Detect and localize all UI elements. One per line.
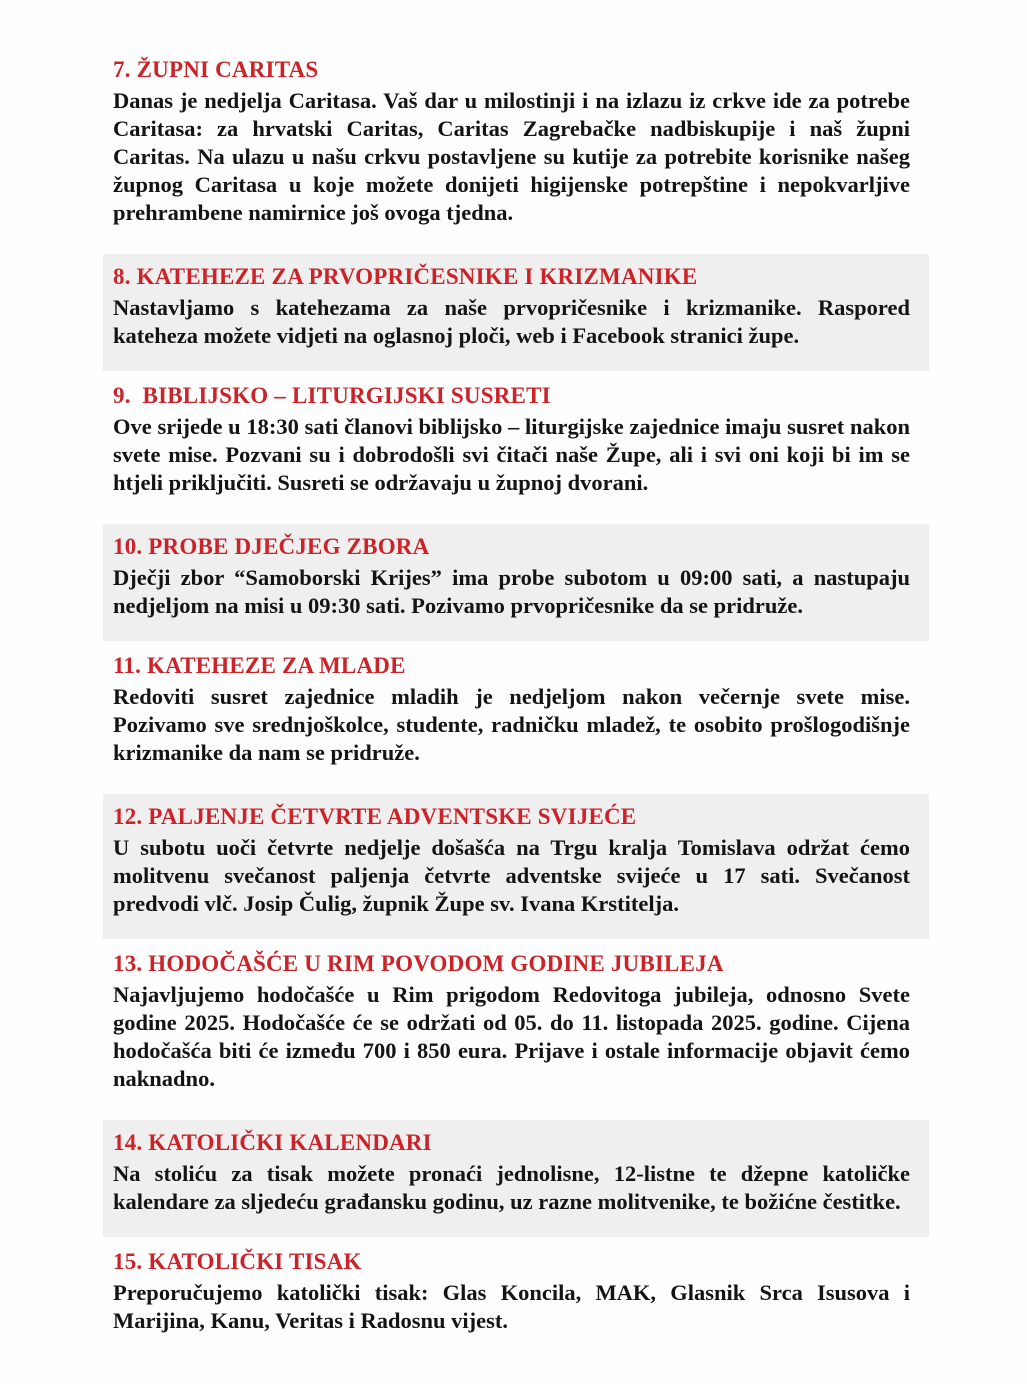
section-hodocasce-u-rim [113, 950, 910, 1093]
section-heading: 11. KATEHEZE ZA MLADE [113, 653, 406, 678]
section-probe-djecjeg-zbora [103, 524, 929, 641]
section-zupni-caritas [113, 56, 910, 227]
section-kateheze-za-mlade [113, 652, 910, 767]
section-body: Danas je nedjelja Caritasa. Vaš dar u milostinji i na izlazu iz crkve ide za potrebe Caritasa: za hrvatski Caritas, Caritas Zagrebačke nadbiskupije i naš župni Caritas. Na ulazu u našu crkvu postavljene su kutije za potrebite korisnike našeg župnog Caritasa u koje možete donijeti higijenske potrepštine i nepokvarljive prehrambene namirnice još ovoga tjedna. [113, 88, 910, 225]
section-heading: 7. ŽUPNI CARITAS [113, 57, 319, 82]
section-heading: 12. PALJENJE ČETVRTE ADVENTSKE SVIJEĆE [113, 804, 637, 829]
section-kateheze-prvopricesnike [103, 254, 929, 371]
section-body: Preporučujemo katolički tisak: Glas Koncila, MAK, Glasnik Srca Isusova i Marijina, Kanu, Veritas i Radosnu vijest. [113, 1280, 910, 1333]
section-katolicki-kalendari [103, 1120, 929, 1237]
section-biblijsko-liturgijski-susreti [113, 382, 910, 497]
section-body: Na stoliću za tisak možete pronaći jednolisne, 12-listne te džepne katoličke kalendare za sljedeću građansku godinu, uz razne molitvenike, te božićne čestitke. [113, 1161, 910, 1214]
section-body: Redoviti susret zajednice mladih je nedjeljom nakon večernje svete mise. Pozivamo sve srednjoškolce, studente, radničku mladež, te osobito prošlogodišnje krizmanike da nam se pridruže. [113, 684, 910, 765]
section-body: U subotu uoči četvrte nedjelje došašća na Trgu kralja Tomislava održat ćemo molitvenu svečanost paljenja četvrte adventske svijeće u 17 sati. Svečanost predvodi vlč. Josip Čulig, župnik Župe sv. Ivana Krstitelja. [113, 835, 910, 916]
section-body: Najavljujemo hodočašće u Rim prigodom Redovitoga jubileja, odnosno Svete godine 2025. Hodočašće će se održati od 05. do 11. listopada 2025. godine. Cijena hodočašća biti će između 700 i 850 eura. Prijave i ostale informacije objavit ćemo naknadno. [113, 982, 910, 1091]
section-paljenje-adventske-svijece [103, 794, 929, 939]
section-heading: 9. BIBLIJSKO – LITURGIJSKI SUSRETI [113, 383, 551, 408]
section-heading: 10. PROBE DJEČJEG ZBORA [113, 534, 430, 559]
section-heading: 14. KATOLIČKI KALENDARI [113, 1130, 432, 1155]
section-body: Ove srijede u 18:30 sati članovi biblijsko – liturgijske zajednice imaju susret nakon svete mise. Pozvani su i dobrodošli svi čitači naše Župe, ali i svi oni koji bi im se htjeli priključiti. Susreti se održavaju u župnoj dvorani. [113, 414, 910, 495]
section-body: Dječji zbor “Samoborski Krijes” ima probe subotom u 09:00 sati, a nastupaju nedjeljom na misi u 09:30 sati. Pozivamo prvopričesnike da se pridruže. [113, 565, 910, 618]
section-heading: 13. HODOČAŠĆE U RIM POVODOM GODINE JUBILEJA [113, 951, 724, 976]
section-heading: 15. KATOLIČKI TISAK [113, 1249, 362, 1274]
section-body: Nastavljamo s katehezama za naše prvopričesnike i krizmanike. Raspored kateheza možete vidjeti na oglasnoj ploči, web i Facebook stranici župe. [113, 295, 910, 348]
section-heading: 8. KATEHEZE ZA PRVOPRIČESNIKE I KRIZMANIKE [113, 264, 698, 289]
section-katolicki-tisak [113, 1248, 910, 1335]
